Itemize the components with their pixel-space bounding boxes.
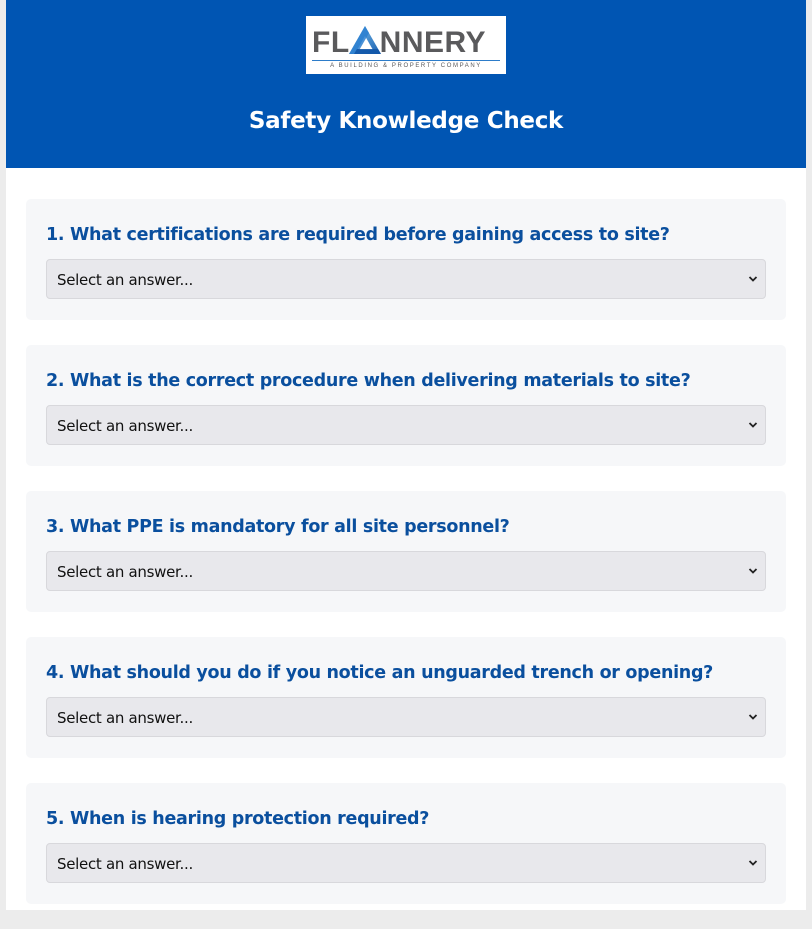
select-value: Select an answer... <box>57 855 193 873</box>
logo-text-right: NNERY <box>379 26 487 59</box>
logo-tagline: A BUILDING & PROPERTY COMPANY <box>330 63 482 69</box>
answer-select-5[interactable] <box>46 843 766 883</box>
logo-triangle-icon <box>348 25 382 55</box>
question-text: 3. What PPE is mandatory for all site personnel? <box>46 517 510 537</box>
answer-select-4[interactable] <box>46 697 766 737</box>
select-value: Select an answer... <box>57 709 193 727</box>
select-value: Select an answer... <box>57 271 193 289</box>
page-container <box>6 0 806 910</box>
answer-select-1[interactable] <box>46 259 766 299</box>
question-list <box>26 199 786 929</box>
question-text: 5. When is hearing protection required? <box>46 809 430 829</box>
question-text: 1. What certifications are required before gaining access to site? <box>46 225 670 245</box>
answer-select-2[interactable] <box>46 405 766 445</box>
select-value: Select an answer... <box>57 563 193 581</box>
question-card-2 <box>26 345 786 466</box>
question-card-5 <box>26 783 786 904</box>
header <box>6 0 806 168</box>
question-card-1 <box>26 199 786 320</box>
logo-wordmark <box>312 25 486 59</box>
logo-text-left: FL <box>312 26 350 59</box>
select-value: Select an answer... <box>57 417 193 435</box>
chevron-down-icon <box>747 857 759 869</box>
logo-divider <box>312 60 500 61</box>
answer-select-3[interactable] <box>46 551 766 591</box>
chevron-down-icon <box>747 711 759 723</box>
chevron-down-icon <box>747 273 759 285</box>
page-title: Safety Knowledge Check <box>248 108 564 134</box>
question-card-3 <box>26 491 786 612</box>
question-text: 2. What is the correct procedure when delivering materials to site? <box>46 371 691 391</box>
question-text: 4. What should you do if you notice an unguarded trench or opening? <box>46 663 714 683</box>
chevron-down-icon <box>747 565 759 577</box>
question-card-4 <box>26 637 786 758</box>
chevron-down-icon <box>747 419 759 431</box>
flannery-logo <box>306 16 506 74</box>
